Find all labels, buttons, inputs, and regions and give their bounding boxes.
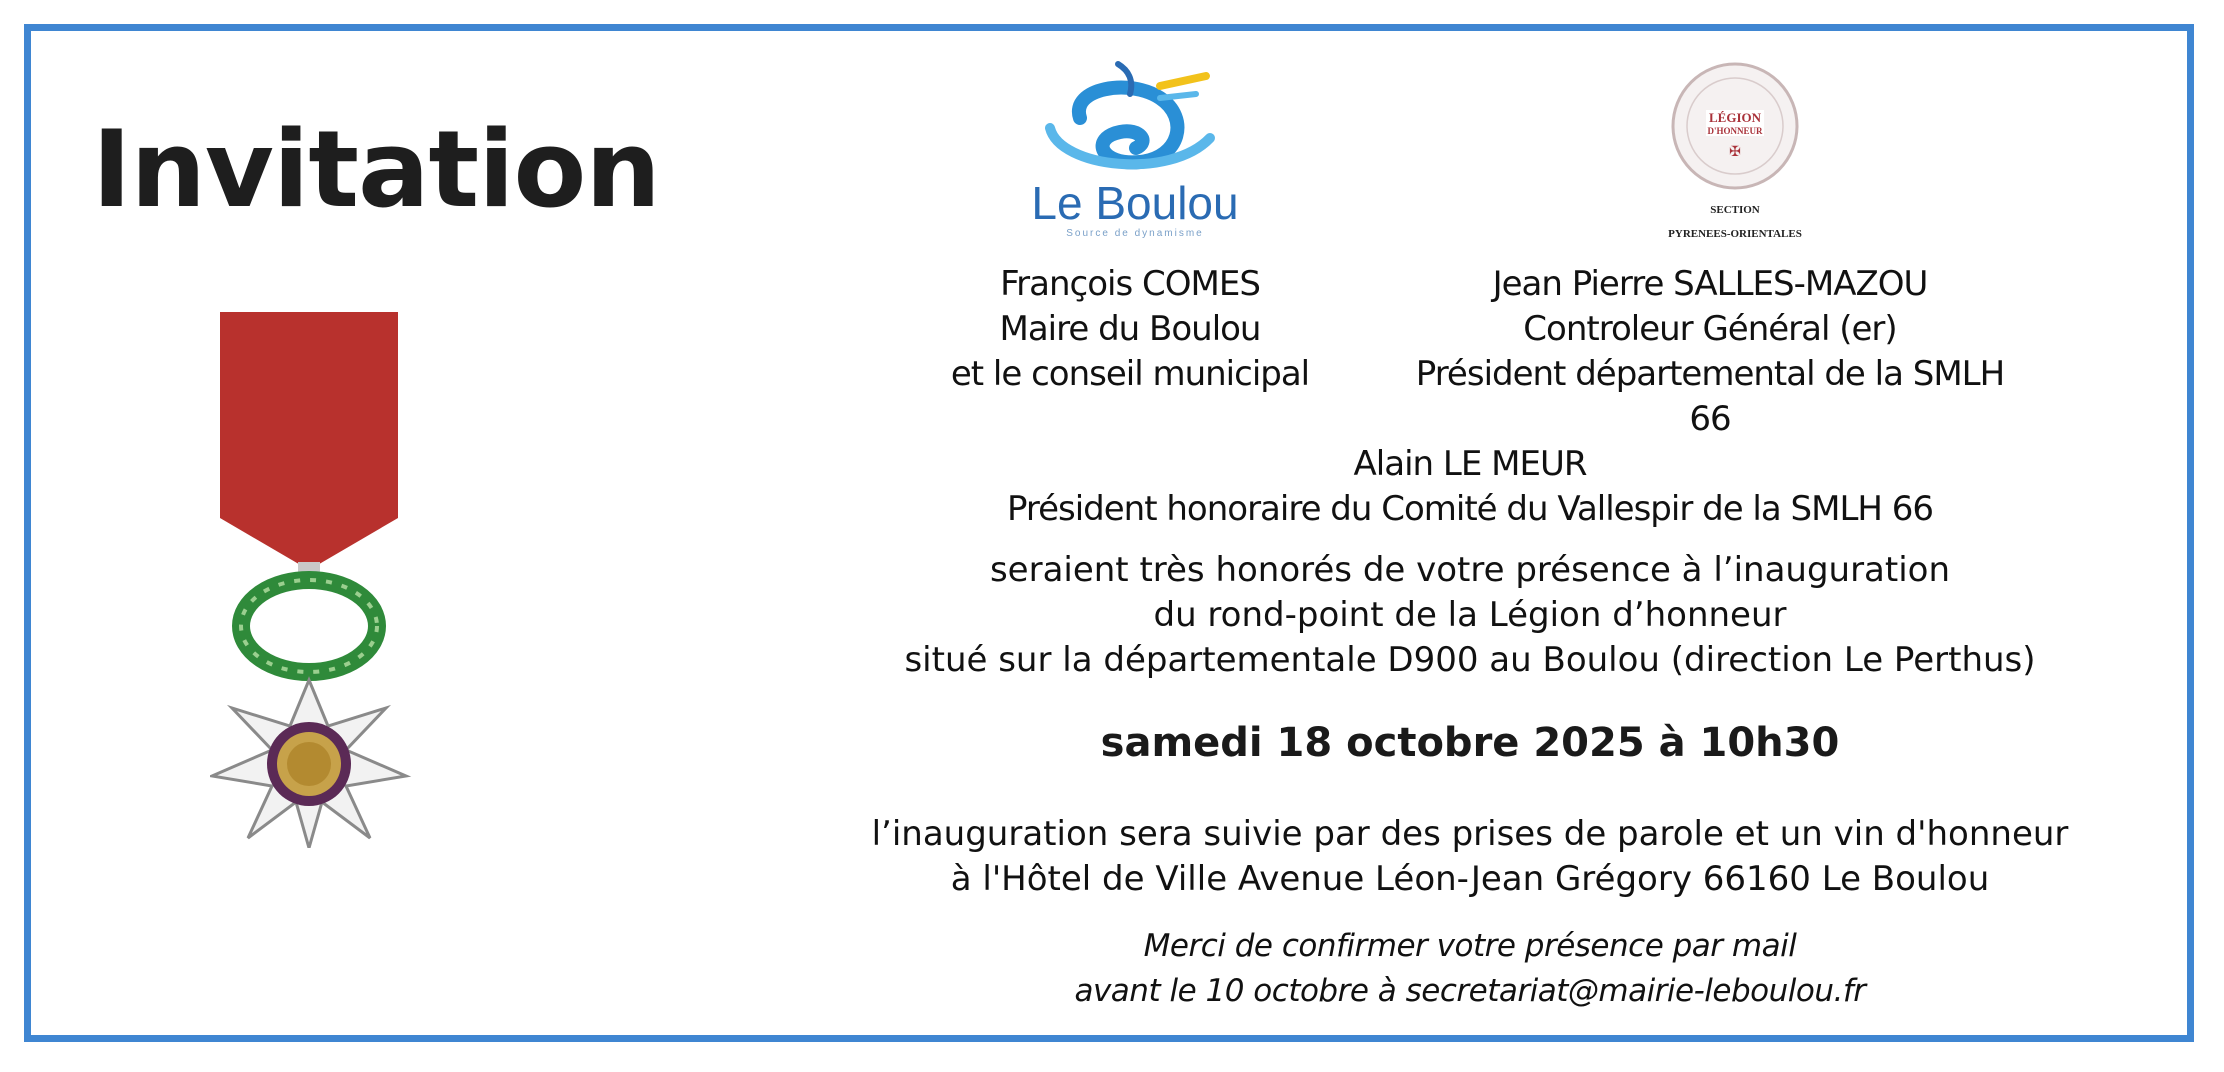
seal-ring-text: LÉGION: [1708, 110, 1762, 125]
le-boulou-logo: [1010, 58, 1260, 248]
after-event-info: [800, 812, 2140, 902]
smlh-section-logo: [1640, 60, 1830, 250]
legion-honneur-medal-icon: [210, 308, 430, 848]
rsvp-line-2: avant le 10 octobre à secretariat@mairie-leboulou.fr: [1074, 973, 1866, 1009]
le-boulou-tagline: Source de dynamisme: [1066, 228, 1204, 239]
after-line-2: à l'Hôtel de Ville Avenue Léon-Jean Grégory 66160 Le Boulou: [950, 859, 1990, 899]
host-honorary-name: Alain LE MEUR: [1353, 444, 1587, 484]
host-mayor-block: [920, 262, 1340, 397]
rsvp-info: [900, 924, 2040, 1014]
event-description: [800, 548, 2140, 683]
host-mayor-title: Maire du Boulou: [999, 309, 1261, 349]
after-line-1: l’inauguration sera suivie par des prises de parole et un vin d'honneur: [871, 814, 2069, 854]
rsvp-line-1: Merci de confirmer votre présence par mail: [1143, 928, 1797, 964]
host-honorary-title: Président honoraire du Comité du Vallespir de la SMLH 66: [1006, 489, 1934, 529]
host-mayor-council: et le conseil municipal: [950, 354, 1310, 394]
seal-department-label: PYRENEES-ORIENTALES: [1668, 228, 1802, 240]
svg-text:✠: ✠: [1729, 143, 1741, 159]
host-mayor-name: François COMES: [1000, 264, 1260, 304]
legion-honneur-seal-icon: [1640, 60, 1830, 200]
event-line-3: situé sur la départementale D900 au Boulou (direction Le Perthus): [904, 640, 2036, 680]
host-president-name: Jean Pierre SALLES-MAZOU: [1492, 264, 1928, 304]
host-president-title: Président départemental de la SMLH 66: [1415, 354, 2005, 439]
le-boulou-logo-text: Le Boulou: [1031, 177, 1239, 229]
host-president-rank: Controleur Général (er): [1523, 309, 1897, 349]
svg-text:D'HONNEUR: D'HONNEUR: [1707, 126, 1763, 136]
seal-section-label: SECTION: [1710, 204, 1760, 216]
event-line-2: du rond-point de la Légion d’honneur: [1153, 595, 1787, 635]
invitation-title: Invitation: [92, 108, 660, 231]
host-honorary-block: [900, 442, 2040, 532]
le-boulou-emblem-icon: [1010, 58, 1260, 178]
event-date: samedi 18 octobre 2025 à 10h30: [1100, 720, 1840, 766]
event-line-1: seraient très honorés de votre présence à l’inauguration: [989, 550, 1951, 590]
host-president-block: [1400, 262, 2020, 442]
